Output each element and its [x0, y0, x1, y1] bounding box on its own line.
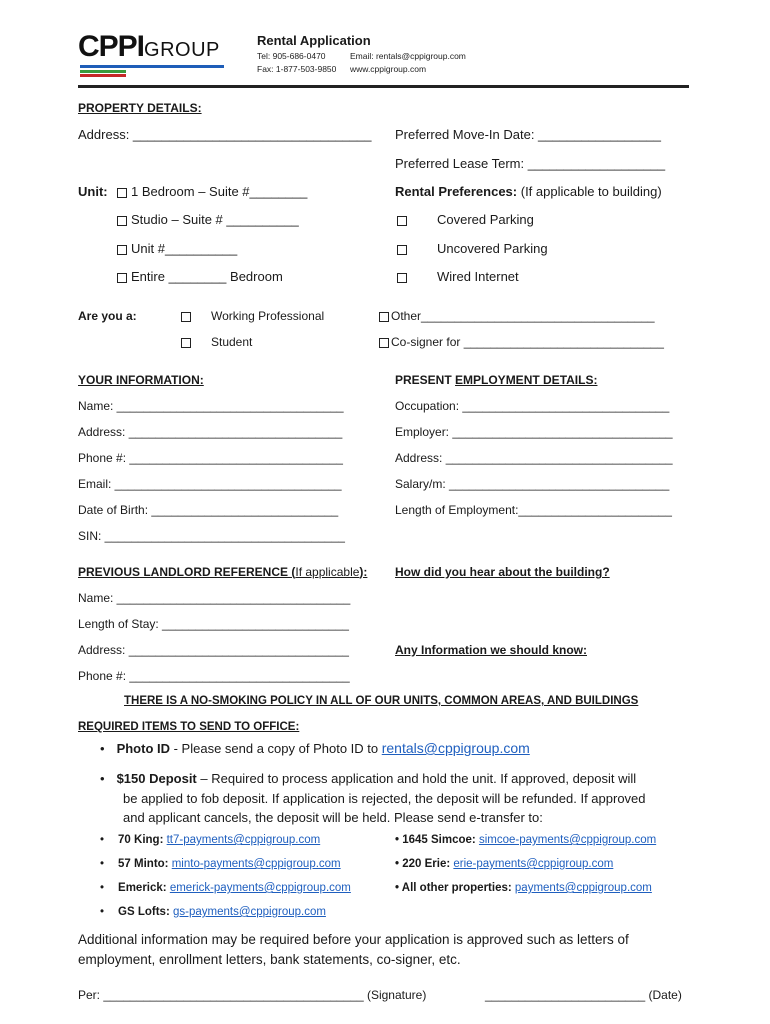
header-tel: Tel: 905-686-0470 [257, 51, 326, 61]
property-address-field[interactable]: Address: _________________________________ [78, 127, 372, 142]
etransfer-1645-simcoe [395, 834, 656, 846]
employer-field[interactable]: Employer: _________________________________ [395, 425, 673, 439]
signature-field[interactable]: Per: _______________________________________ (Signature) [78, 988, 427, 1002]
rentals-email-link[interactable]: rentals@cppigroup.com [381, 740, 530, 756]
etransfer-all-other [395, 882, 652, 894]
occupation-field[interactable]: Occupation: _______________________________ [395, 399, 670, 413]
etransfer-name: • 220 Erie: [395, 858, 451, 870]
any-info-heading: Any Information we should know: [395, 643, 587, 657]
unit-option-studio[interactable] [117, 212, 299, 227]
unit-option-label: 1 Bedroom – Suite #________ [131, 184, 308, 199]
landlord-address-field[interactable]: Address: _________________________________ [78, 643, 349, 657]
your-phone-field[interactable]: Phone #: ________________________________ [78, 451, 343, 465]
landlord-name-field[interactable]: Name: ___________________________________ [78, 591, 351, 605]
landlord-heading-bold: PREVIOUS LANDLORD REFERENCE ( [78, 565, 296, 579]
no-smoking-policy: THERE IS A NO-SMOKING POLICY IN ALL OF OUR UNITS, COMMON AREAS, AND BUILDINGS [124, 695, 639, 707]
pref-label: Covered Parking [437, 212, 534, 227]
pref-label: Uncovered Parking [437, 241, 548, 256]
additional-line: Additional information may be required before your application is approved such as letters of [78, 932, 629, 947]
option-label: Student [211, 335, 253, 349]
etransfer-name: • All other properties: [395, 882, 512, 894]
checkbox-icon[interactable] [117, 245, 127, 255]
lease-term-field[interactable]: Preferred Lease Term: ___________________ [395, 156, 666, 171]
etransfer-email-link[interactable]: gs-payments@cppigroup.com [172, 906, 326, 918]
unit-option-label: Studio – Suite # __________ [131, 212, 299, 227]
unit-option-label: Entire ________ Bedroom [131, 269, 283, 284]
option-working-professional[interactable] [181, 309, 324, 323]
etransfer-email-link[interactable]: payments@cppigroup.com [514, 882, 652, 894]
pref-wired-internet[interactable] [397, 269, 519, 284]
etransfer-name: 57 Minto: [118, 858, 169, 870]
property-heading: PROPERTY DETAILS: [78, 101, 202, 115]
bullet-icon: • [100, 771, 105, 786]
unit-option-unit[interactable] [117, 241, 237, 256]
etransfer-email-link[interactable]: simcoe-payments@cppigroup.com [478, 834, 657, 846]
length-employment-field[interactable]: Length of Employment:_______________________ [395, 503, 672, 517]
checkbox-icon[interactable] [397, 245, 407, 255]
option-cosigner[interactable] [379, 335, 664, 349]
photo-id-text: - Please send a copy of Photo ID to [170, 741, 382, 756]
landlord-heading-end: ): [359, 565, 368, 579]
deposit-item [100, 769, 646, 828]
etransfer-220-erie [395, 858, 613, 870]
pref-heading-rest: (If applicable to building) [517, 184, 662, 199]
option-label: Co-signer for ______________________________ [391, 335, 664, 349]
page-title: Rental Application [257, 33, 371, 48]
logo-bar-blue [80, 65, 224, 68]
etransfer-email-link[interactable]: erie-payments@cppigroup.com [453, 858, 614, 870]
landlord-heading [78, 565, 367, 579]
employment-heading [395, 373, 597, 387]
etransfer-gs-lofts [100, 906, 326, 918]
checkbox-icon[interactable] [181, 338, 191, 348]
required-items-heading: REQUIRED ITEMS TO SEND TO OFFICE: [78, 721, 300, 733]
logo-bar-green [80, 70, 126, 73]
unit-option-label: Unit #__________ [131, 241, 238, 256]
logo-text-bold: CPPI [78, 30, 145, 63]
etransfer-name: • 1645 Simcoe: [395, 834, 476, 846]
additional-line: employment, enrollment letters, bank statements, co-signer, etc. [78, 952, 461, 967]
deposit-line: be applied to fob deposit. If application is rejected, the deposit will be refunded. If approved [123, 790, 646, 806]
pref-heading-bold: Rental Preferences: [395, 184, 518, 199]
salary-field[interactable]: Salary/m: _________________________________ [395, 477, 670, 491]
landlord-stay-field[interactable]: Length of Stay: ____________________________ [78, 617, 349, 631]
checkbox-icon[interactable] [397, 273, 407, 283]
your-email-field[interactable]: Email: __________________________________ [78, 477, 342, 491]
employer-address-field[interactable]: Address: __________________________________ [395, 451, 673, 465]
logo-bar-red [80, 74, 126, 77]
your-info-heading: YOUR INFORMATION: [78, 373, 204, 387]
checkbox-icon[interactable] [379, 312, 389, 322]
etransfer-emerick [100, 882, 351, 894]
deposit-line: – Required to process application and hold the unit. If approved, deposit will [196, 771, 637, 786]
option-label: Other___________________________________ [391, 309, 655, 323]
etransfer-name: 70 King: [118, 834, 164, 846]
hear-about-heading: How did you hear about the building? [395, 565, 610, 579]
your-name-field[interactable]: Name: __________________________________ [78, 399, 344, 413]
checkbox-icon[interactable] [397, 216, 407, 226]
header-email: Email: rentals@cppigroup.com [350, 51, 466, 61]
etransfer-57-minto [100, 858, 341, 870]
your-address-field[interactable]: Address: ________________________________ [78, 425, 343, 439]
etransfer-email-link[interactable]: minto-payments@cppigroup.com [171, 858, 341, 870]
header-web: www.cppigroup.com [350, 64, 427, 74]
header-fax: Fax: 1-877-503-9850 [257, 64, 337, 74]
your-dob-field[interactable]: Date of Birth: ____________________________ [78, 503, 339, 517]
your-sin-field[interactable]: SIN: ____________________________________ [78, 529, 345, 543]
checkbox-icon[interactable] [117, 216, 127, 226]
etransfer-name: GS Lofts: [118, 906, 170, 918]
landlord-heading-plain: If applicable [295, 565, 360, 579]
landlord-phone-field[interactable]: Phone #: _________________________________ [78, 669, 350, 683]
checkbox-icon[interactable] [379, 338, 389, 348]
header-divider [78, 85, 689, 88]
bullet-icon: • [100, 834, 105, 846]
checkbox-icon[interactable] [117, 188, 127, 198]
checkbox-icon[interactable] [181, 312, 191, 322]
checkbox-icon[interactable] [117, 273, 127, 283]
unit-option-1bed[interactable] [117, 184, 307, 199]
etransfer-name: Emerick: [118, 882, 167, 894]
company-logo [78, 30, 220, 64]
option-student[interactable] [181, 335, 252, 349]
bullet-icon: • [100, 858, 105, 870]
photo-id-item [100, 740, 530, 756]
etransfer-email-link[interactable]: emerick-payments@cppigroup.com [169, 882, 351, 894]
bullet-icon: • [100, 741, 105, 756]
option-other[interactable] [379, 309, 655, 323]
unit-label: Unit: [78, 184, 108, 199]
logo-text-light: GROUP [144, 39, 220, 61]
rental-preferences-heading [395, 184, 662, 199]
unit-option-entire[interactable] [117, 269, 283, 284]
date-field[interactable]: ________________________ (Date) [485, 988, 682, 1002]
bullet-icon: • [100, 882, 105, 894]
photo-id-label: Photo ID [116, 741, 170, 756]
move-in-date-field[interactable]: Preferred Move-In Date: _________________ [395, 127, 661, 142]
pref-covered-parking[interactable] [397, 212, 534, 227]
pref-label: Wired Internet [437, 269, 519, 284]
employment-heading-underlined: EMPLOYMENT DETAILS: [455, 373, 598, 387]
pref-uncovered-parking[interactable] [397, 241, 548, 256]
additional-info-text [78, 930, 629, 970]
etransfer-email-link[interactable]: tt7-payments@cppigroup.com [166, 834, 321, 846]
are-you-label: Are you a: [78, 309, 137, 323]
option-label: Working Professional [211, 309, 325, 323]
employment-heading-pre: PRESENT [395, 373, 456, 387]
etransfer-70-king [100, 834, 320, 846]
deposit-label: $150 Deposit [116, 771, 197, 786]
deposit-line: and applicant cancels, the deposit will be held. Please send e-transfer to: [123, 810, 543, 825]
bullet-icon: • [100, 906, 105, 918]
